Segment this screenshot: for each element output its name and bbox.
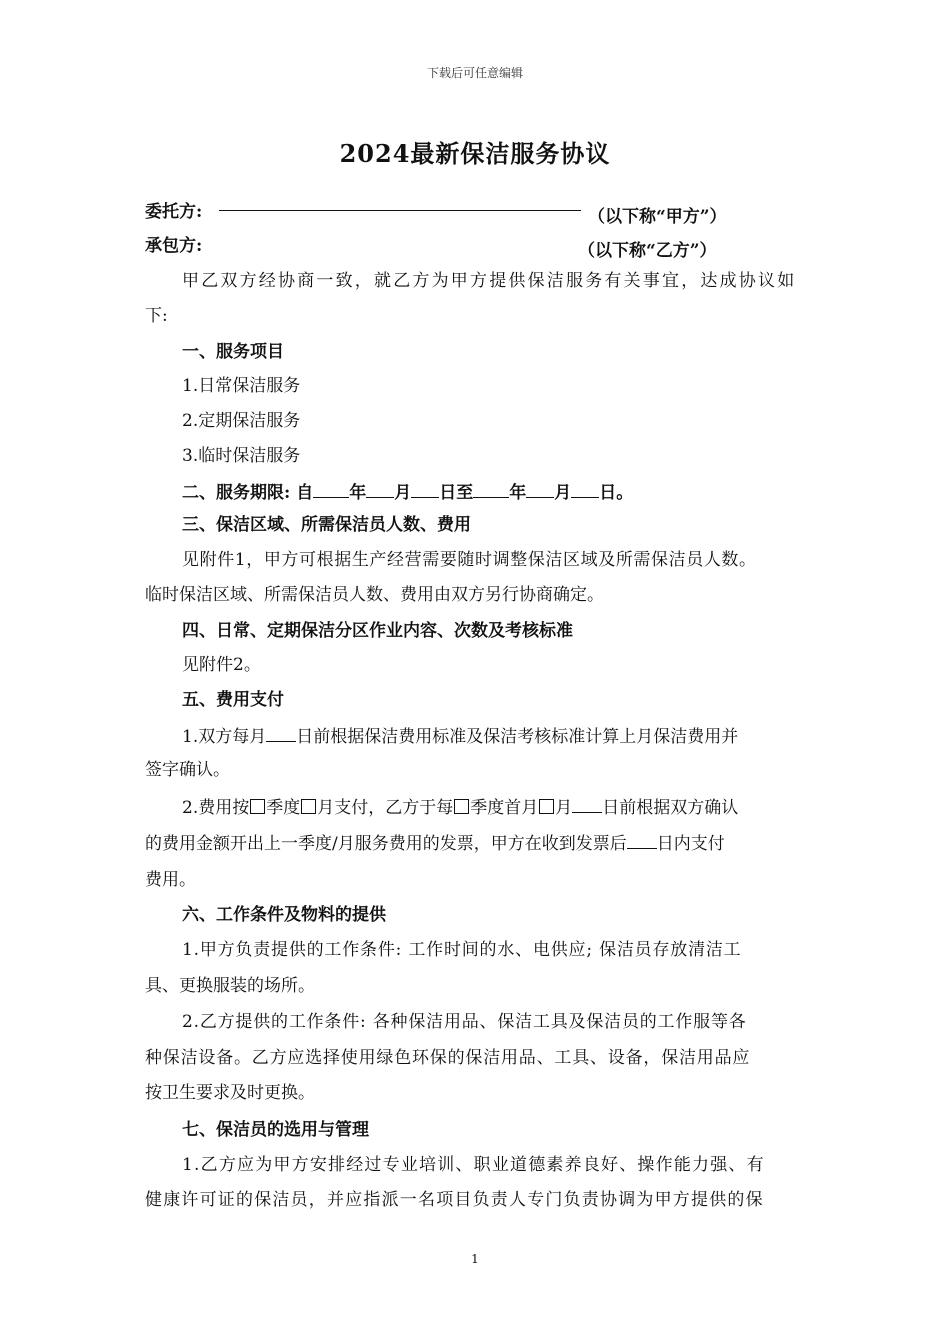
year-label-1: 年 [349, 483, 367, 503]
section-6-heading: 六、工作条件及物料的提供 [182, 905, 386, 925]
section-5-p2-line-3: 费用。 [145, 870, 196, 890]
month-start-blank [366, 481, 394, 498]
month-end-blank [526, 481, 554, 498]
month-label-1: 月 [394, 483, 412, 503]
party-a-label: 委托方: [145, 202, 203, 222]
quarter-first-month-checkbox [454, 799, 469, 814]
section-3-heading: 三、保洁区域、所需保洁员人数、费用 [182, 515, 471, 535]
party-b-suffix: （以下称“乙方”） [578, 241, 717, 261]
p2-text-d: 季度首月 [470, 798, 539, 818]
section-5-p1-line-1 [182, 725, 815, 747]
monthly-day-blank [266, 725, 296, 742]
intro-line-2: 下: [145, 306, 168, 326]
section-5-heading: 五、费用支付 [182, 690, 284, 710]
day-end-label: 日。 [599, 483, 634, 503]
year-label-2: 年 [509, 483, 527, 503]
day-start-blank [411, 481, 439, 498]
year-end-blank [473, 481, 509, 498]
section-6-p1-line-2: 具、更换服装的场所。 [145, 976, 315, 996]
section-5-p2-line-1 [182, 796, 815, 818]
section-3-line-2: 临时保洁区域、所需保洁员人数、费用由双方另行协商确定。 [145, 585, 604, 605]
party-a-suffix: （以下称“甲方”） [588, 207, 727, 227]
month-checkbox [539, 799, 554, 814]
day-to-label: 日至 [439, 483, 474, 503]
section-3-line-1: 见附件1，甲方可根据生产经营需要随时调整保洁区域及所需保洁员人数。 [182, 550, 757, 570]
section-7-p1-line-1: 1.乙方应为甲方安排经过专业培训、职业道德素养良好、操作能力强、有 [182, 1155, 765, 1175]
section-7-heading: 七、保洁员的选用与管理 [182, 1120, 369, 1140]
section-1-item-1: 1.日常保洁服务 [182, 376, 301, 396]
quarterly-checkbox [250, 799, 265, 814]
p2-text-f: 日前根据双方确认 [602, 798, 739, 818]
p1-prefix: 1.双方每月 [182, 727, 267, 747]
page-number: 1 [471, 1252, 479, 1266]
p2-line2-suffix: 日内支付 [656, 834, 725, 854]
header-note: 下载后可任意编辑 [426, 66, 523, 80]
party-b-label: 承包方: [145, 236, 203, 256]
p1-suffix: 日前根据保洁费用标准及保洁考核标准计算上月保洁费用并 [296, 727, 739, 747]
section-5-p2-line-2 [145, 832, 815, 854]
section-2-line [182, 481, 815, 503]
p2-text-c: 月支付，乙方于每 [317, 798, 454, 818]
section-1-item-3: 3.临时保洁服务 [182, 446, 301, 466]
p2-text-a: 2.费用按 [182, 798, 250, 818]
section-2-prefix: 二、服务期限: 自 [182, 483, 314, 503]
day-end-blank [571, 481, 599, 498]
monthly-checkbox [301, 799, 316, 814]
document-title: 2024最新保洁服务协议 [339, 139, 611, 168]
intro-line-1: 甲乙双方经协商一致，就乙方为甲方提供保洁服务有关事宜，达成协议如 [182, 271, 797, 291]
section-6-p2-line-3: 按卫生要求及时更换。 [145, 1083, 315, 1103]
month-label-2: 月 [554, 483, 572, 503]
p2-text-e: 月 [555, 798, 573, 818]
year-start-blank [313, 481, 349, 498]
section-6-p1-line-1: 1.甲方负责提供的工作条件: 工作时间的水、电供应; 保洁员存放清洁工 [182, 940, 742, 960]
section-7-p1-line-2: 健康许可证的保洁员，并应指派一名项目负责人专门负责协调为甲方提供的保 [145, 1190, 764, 1210]
section-4-heading: 四、日常、定期保洁分区作业内容、次数及考核标准 [182, 621, 573, 641]
p2-text-b: 季度 [266, 798, 301, 818]
section-4-body: 见附件2。 [182, 655, 261, 675]
party-a-blank [219, 210, 581, 211]
section-1-heading: 一、服务项目 [182, 342, 284, 362]
section-6-p2-line-2: 种保洁设备。乙方应选择使用绿色环保的保洁用品、工具、设备，保洁用品应 [145, 1048, 751, 1068]
invoice-day-blank [572, 796, 602, 813]
p2-line2-prefix: 的费用金额开出上一季度/月服务费用的发票，甲方在收到发票后 [145, 834, 627, 854]
section-5-p1-line-2: 签字确认。 [145, 760, 230, 780]
payment-days-blank [627, 832, 657, 849]
section-1-item-2: 2.定期保洁服务 [182, 411, 301, 431]
section-6-p2-line-1: 2.乙方提供的工作条件: 各种保洁用品、保洁工具及保洁员的工作服等各 [182, 1012, 747, 1032]
